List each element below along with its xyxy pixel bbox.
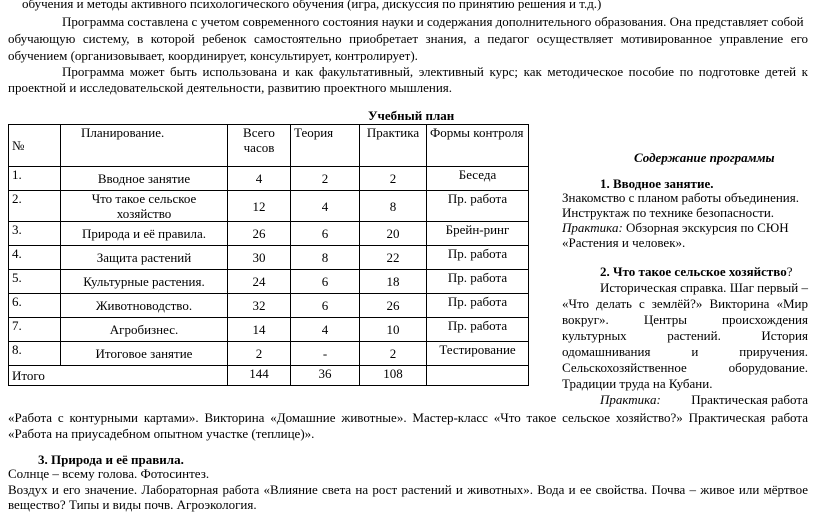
row-number: 5. [9, 270, 61, 294]
table-row [9, 294, 529, 318]
row-topic: Что такое сельское хозяйство [61, 191, 228, 222]
paragraph-1-line-1: Программа составлена с учетом современного состояния науки и содержания дополнительного образования. Она представляет собой [62, 14, 804, 29]
row-topic: Вводное занятие [61, 167, 228, 191]
study-plan-table [8, 124, 529, 386]
row-number: 4. [9, 246, 61, 270]
row-theory-hours: 4 [291, 318, 360, 342]
section-2-practice-text: Практическая работа [691, 392, 808, 407]
row-topic: Защита растений [61, 246, 228, 270]
row-total-hours: 32 [228, 294, 291, 318]
header-practice: Практика [360, 125, 427, 167]
section-2-line-4: культурных растений. История [562, 328, 808, 343]
section-2-practice [600, 392, 808, 408]
row-control-form: Пр. работа [427, 294, 529, 318]
table-header-row [9, 125, 529, 167]
section-2-line-1: Историческая справка. Шаг первый – [600, 280, 808, 295]
paragraph-2-line-1: Программа может быть использована и как факультативный, элективный курс; как методическое пособие по подготовке детей к [62, 64, 808, 79]
total-practice: 108 [360, 366, 427, 386]
row-total-hours: 24 [228, 270, 291, 294]
row-number: 6. [9, 294, 61, 318]
row-theory-hours: 4 [291, 191, 360, 222]
table-row [9, 246, 529, 270]
row-number: 2. [9, 191, 61, 222]
row-topic: Агробизнес. [61, 318, 228, 342]
row-theory-hours: 6 [291, 222, 360, 246]
intro-line: обучения и методы активного психологического обучения (игра, дискуссия по принятию решения и т.д.) [22, 0, 602, 11]
row-control-form: Тестирование [427, 342, 529, 366]
table-row [9, 191, 529, 222]
row-total-hours: 4 [228, 167, 291, 191]
row-practice-hours: 20 [360, 222, 427, 246]
paragraph-2-line-2: проектной и исследовательской деятельности, развитию проектного мышления. [8, 80, 452, 95]
section-2-last-line: Традиции труда на Кубани. [562, 376, 713, 391]
row-control-form: Брейн-ринг [427, 222, 529, 246]
row-control-form: Пр. работа [427, 246, 529, 270]
section-2-line-6: Сельскохозяйственное оборудование. [562, 360, 808, 375]
bottom-line-5: вещество? Типы и виды почв. Агроэкология. [8, 497, 257, 512]
row-topic: Природа и её правила. [61, 222, 228, 246]
section-2-heading: 2. Что такое сельское хозяйство [600, 264, 787, 279]
row-topic: Итоговое занятие [61, 342, 228, 366]
section-1-last-line: «Растения и человек». [562, 235, 686, 250]
row-theory-hours: 8 [291, 246, 360, 270]
paragraph-1-line-2: обучающую систему, в которой ребенок самостоятельно приобретает знания, а педагог осуществляет мотивированное управление его [8, 31, 808, 46]
row-topic: Животноводство. [61, 294, 228, 318]
row-total-hours: 30 [228, 246, 291, 270]
header-total-hours: Всего часов [228, 125, 291, 167]
row-theory-hours: 2 [291, 167, 360, 191]
bottom-line-3: Солнце – всему голова. Фотосинтез. [8, 466, 210, 481]
plan-title: Учебный план [368, 108, 455, 123]
table-row [9, 222, 529, 246]
row-total-hours: 2 [228, 342, 291, 366]
section-3-heading: 3. Природа и её правила. [38, 452, 184, 467]
row-number: 1. [9, 167, 61, 191]
table-row [9, 342, 529, 366]
row-total-hours: 12 [228, 191, 291, 222]
table-row [9, 270, 529, 294]
row-topic: Культурные растения. [61, 270, 228, 294]
section-1-line-2: Инструктаж по технике безопасности. [562, 205, 775, 220]
section-2-heading-q: ? [786, 264, 793, 279]
row-number: 8. [9, 342, 61, 366]
total-form-empty [427, 366, 529, 386]
header-number: № [9, 125, 61, 167]
section-2-line-3: вокруг». Центры происхождения [562, 312, 808, 327]
row-theory-hours: 6 [291, 294, 360, 318]
row-control-form: Беседа [427, 167, 529, 191]
row-control-form: Пр. работа [427, 191, 529, 222]
row-total-hours: 26 [228, 222, 291, 246]
total-theory: 36 [291, 366, 360, 386]
row-practice-hours: 2 [360, 342, 427, 366]
header-control-form: Формы контроля [427, 125, 529, 167]
row-practice-hours: 22 [360, 246, 427, 270]
table-row [9, 167, 529, 191]
bottom-line-2: «Работа на приусадебном опытном участке (теплице)». [8, 426, 315, 441]
row-total-hours: 14 [228, 318, 291, 342]
section-2-practice-label: Практика: [600, 392, 661, 407]
section-2-line-5: одомашнивания и приручения. [562, 344, 808, 359]
row-theory-hours: - [291, 342, 360, 366]
row-practice-hours: 2 [360, 167, 427, 191]
row-number: 7. [9, 318, 61, 342]
section-1-practice-label: Практика: [562, 220, 623, 235]
row-practice-hours: 26 [360, 294, 427, 318]
content-title: Содержание программы [634, 150, 775, 165]
section-1-line-1: Знакомство с планом работы объединения. [562, 190, 799, 205]
total-hours: 144 [228, 366, 291, 386]
table-total-row [9, 366, 529, 386]
header-planning: Планирование. [61, 125, 228, 167]
bottom-line-4: Воздух и его значение. Лабораторная работа «Влияние света на рост растений и животных». Вода и ее свойства. Почва – живое или мёртвое [8, 482, 808, 497]
section-2-heading-wrap [600, 264, 793, 280]
section-1-practice [562, 220, 789, 236]
section-1-practice-text: Обзорная экскурсия по СЮН [622, 220, 789, 235]
row-theory-hours: 6 [291, 270, 360, 294]
table-row [9, 318, 529, 342]
total-label: Итого [9, 366, 228, 386]
row-control-form: Пр. работа [427, 318, 529, 342]
bottom-line-1: «Работа с контурными картами». Викторина «Домашние животные». Мастер-класс «Что такое сельское хозяйство?» Практическая работа [8, 410, 808, 425]
section-1-heading: 1. Вводное занятие. [600, 176, 714, 191]
header-theory: Теория [291, 125, 360, 167]
row-control-form: Пр. работа [427, 270, 529, 294]
section-2-line-2: «Что делать с землёй?» Викторина «Мир [562, 296, 808, 311]
row-practice-hours: 10 [360, 318, 427, 342]
paragraph-1-line-3: обучением (организовывает, координирует, консультирует, контролирует). [8, 48, 418, 63]
row-practice-hours: 8 [360, 191, 427, 222]
row-practice-hours: 18 [360, 270, 427, 294]
row-number: 3. [9, 222, 61, 246]
